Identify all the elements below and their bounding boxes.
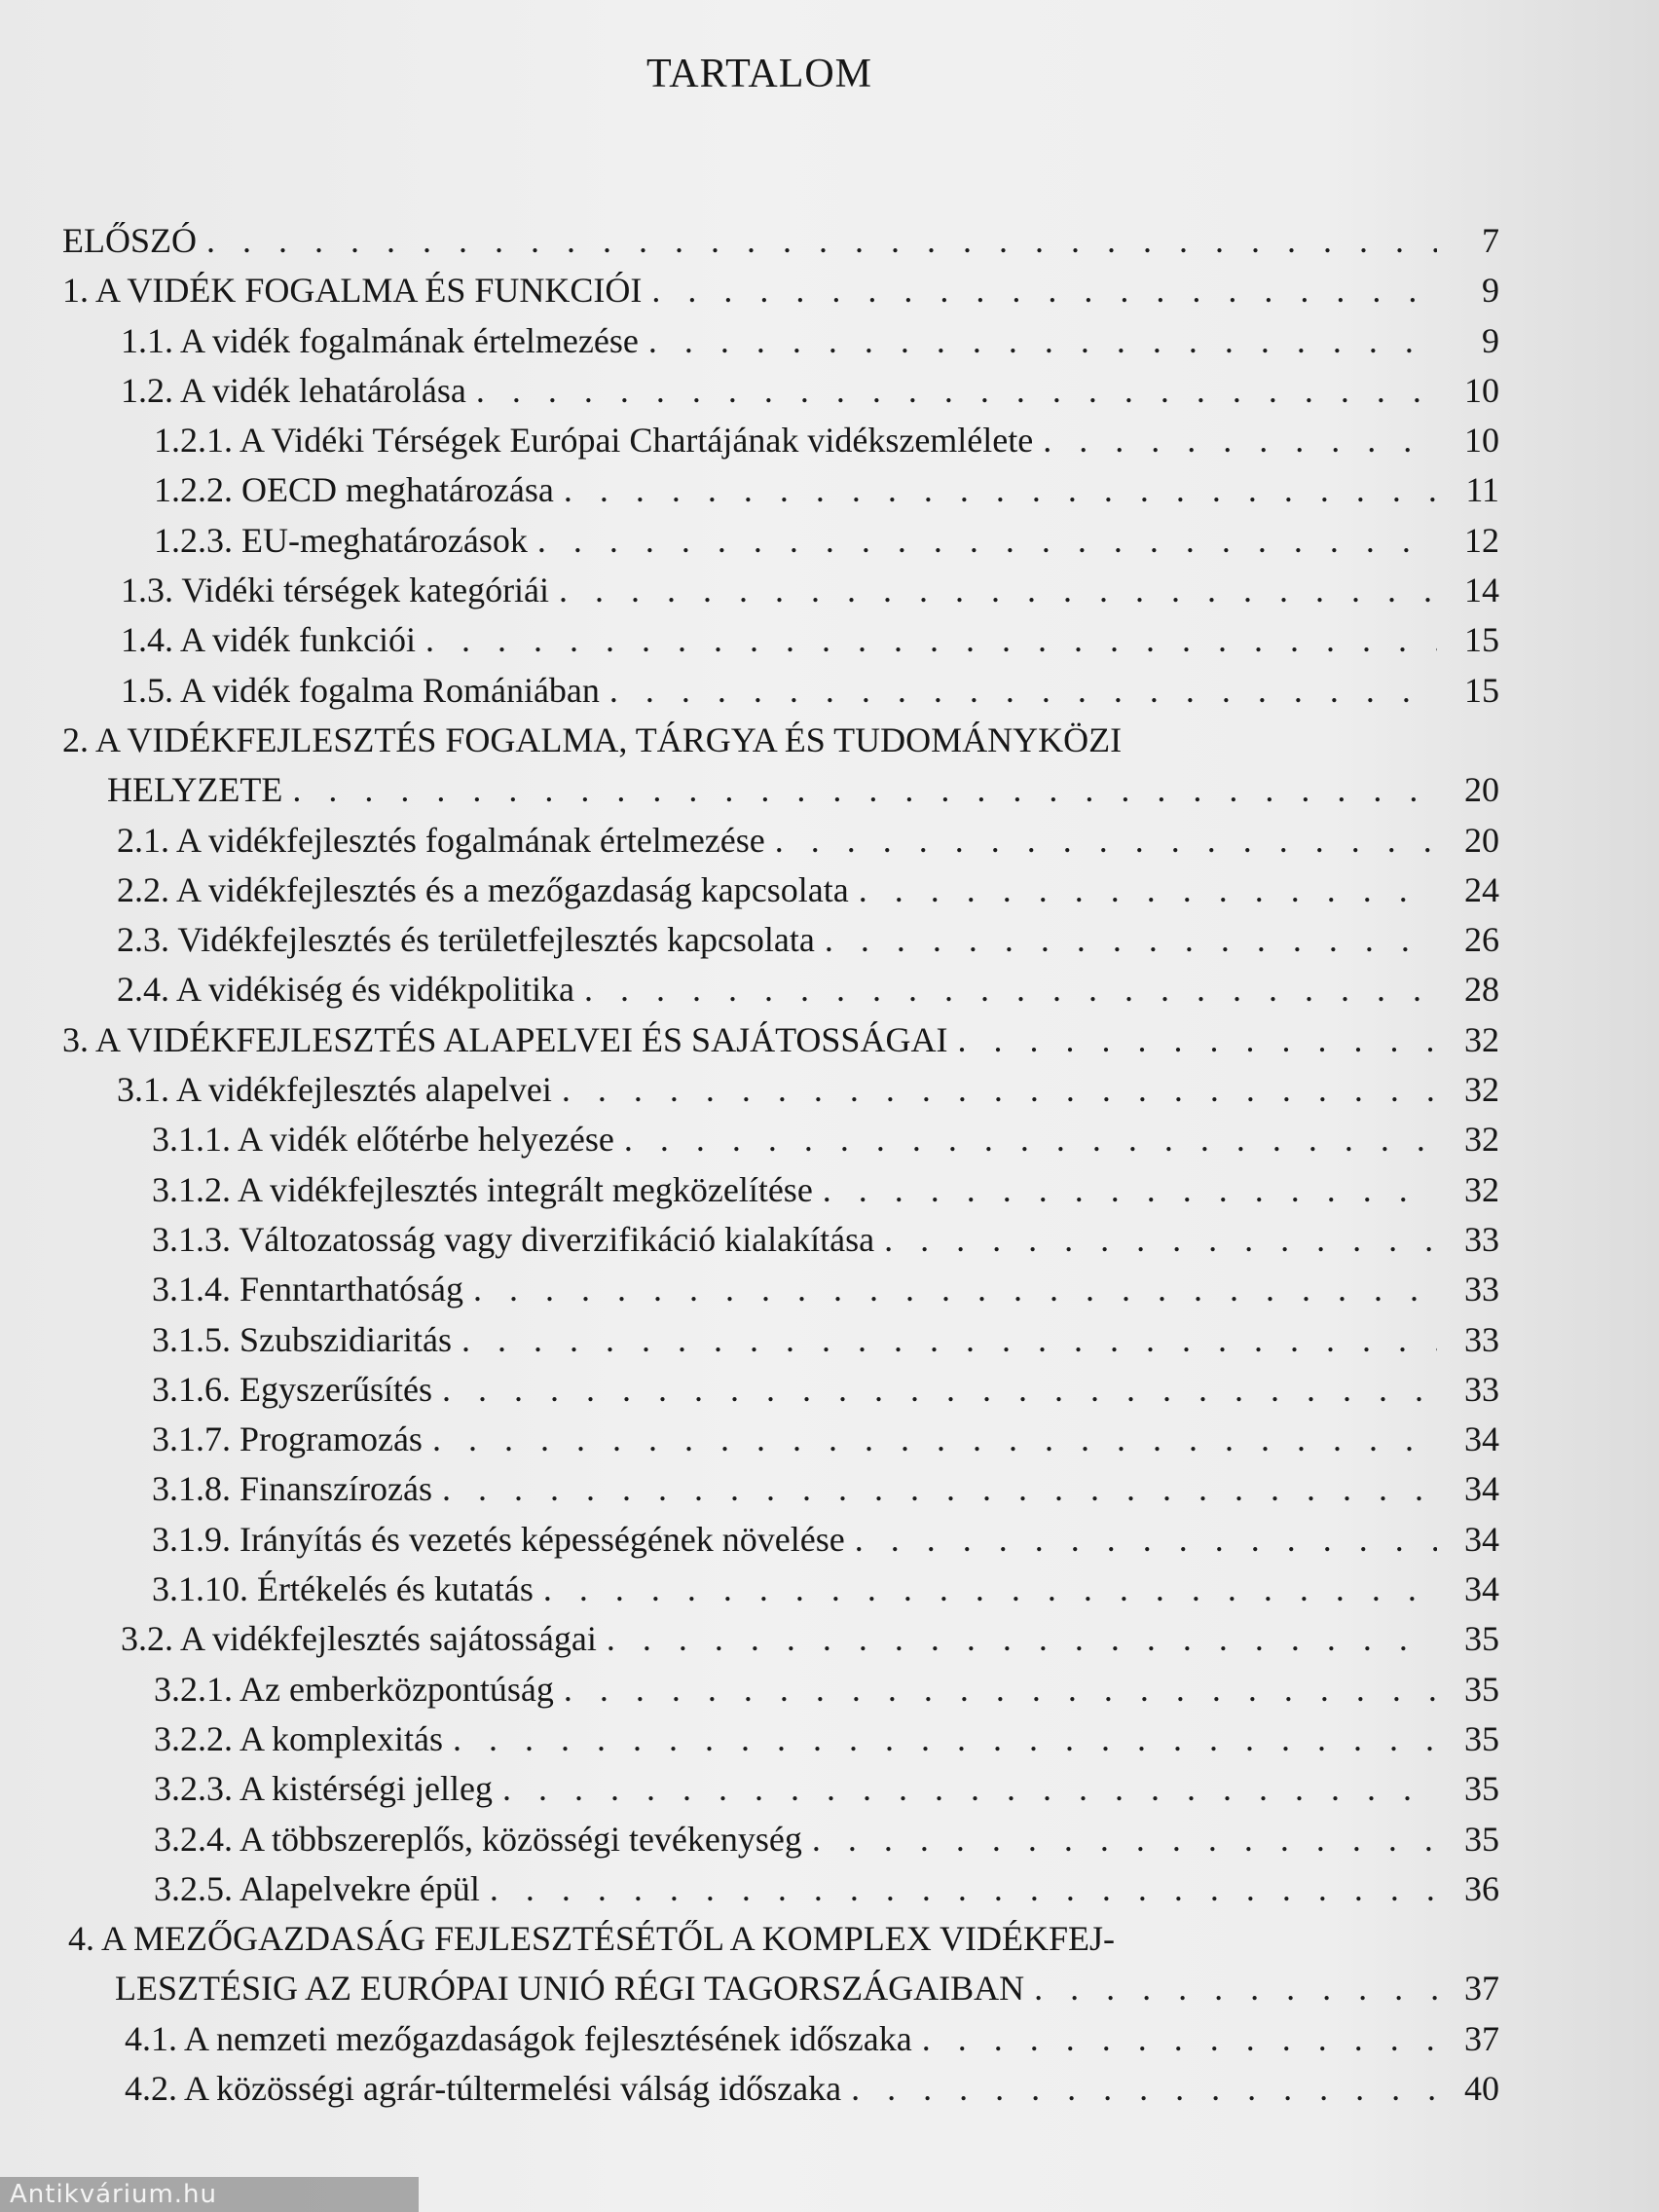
toc-entry [0, 866, 1499, 915]
toc-page: 32 [1464, 1019, 1499, 1059]
toc-page: 9 [1482, 320, 1499, 360]
toc-label: 2.1. A vidékfejlesztés fogalmának értelmezése [117, 820, 765, 860]
toc-page: 32 [1464, 1169, 1499, 1209]
toc-page: 15 [1464, 620, 1499, 660]
toc-label: LESZTÉSIG AZ EURÓPAI UNIÓ RÉGI TAGORSZÁGAIBAN [115, 1969, 1025, 2009]
toc-label: 1.2.2. OECD meghatározása [154, 470, 554, 510]
toc-page: 24 [1464, 869, 1499, 909]
toc-entry [0, 366, 1499, 416]
toc-label: 4.1. A nemzeti mezőgazdaságok fejlesztésének időszaka [125, 2018, 912, 2058]
toc-entry [0, 1815, 1499, 1864]
toc-page: 35 [1464, 1819, 1499, 1859]
toc-entry [0, 1464, 1499, 1514]
toc-page: 33 [1464, 1270, 1499, 1309]
toc-label: 3.1.3. Változatosság vagy diverzifikáció kialakítása [152, 1219, 875, 1259]
toc-label: 1.5. A vidék fogalma Romániában [121, 670, 600, 710]
toc-entry [0, 1614, 1499, 1664]
toc-page: 15 [1464, 670, 1499, 710]
toc-page: 34 [1464, 1419, 1499, 1459]
toc-entry [0, 1015, 1499, 1065]
toc-page: 32 [1464, 1120, 1499, 1160]
toc-entry [0, 1515, 1499, 1565]
toc-page: 32 [1464, 1070, 1499, 1110]
toc-page: 20 [1464, 770, 1499, 810]
toc-label: 1.1. A vidék fogalmának értelmezése [121, 320, 639, 360]
toc-page: 33 [1464, 1369, 1499, 1409]
toc-page: 10 [1464, 421, 1499, 461]
toc-label: 4.2. A közösségi agrár-túltermelési válság időszaka [125, 2068, 842, 2108]
toc-label: 3.1.7. Programozás [152, 1419, 423, 1459]
toc-label: 1.4. A vidék funkciói [121, 620, 416, 660]
toc-entry-heading-line [0, 716, 1499, 765]
toc-page: 9 [1482, 271, 1499, 311]
toc-page: 33 [1464, 1319, 1499, 1359]
toc-entry [0, 516, 1499, 566]
toc-label: 2.2. A vidékfejlesztés és a mezőgazdaság kapcsolata [117, 869, 849, 909]
toc-page: 26 [1464, 920, 1499, 960]
toc-page: 11 [1465, 470, 1499, 510]
toc-entry [0, 266, 1499, 315]
toc-page: 28 [1464, 970, 1499, 1010]
toc-label: 2. A VIDÉKFEJLESZTÉS FOGALMA, TÁRGYA ÉS TUDOMÁNYKÖZI [62, 719, 1123, 759]
toc-label: 3. A VIDÉKFEJLESZTÉS ALAPELVEI ÉS SAJÁTOSSÁGAI [62, 1019, 948, 1059]
toc-entry [0, 216, 1499, 266]
toc-label: 4. A MEZŐGAZDASÁG FEJLESZTÉSÉTŐL A KOMPLEX VIDÉKFEJ- [68, 1919, 1116, 1959]
toc-entry-heading-line [0, 1914, 1499, 1964]
toc-entry [0, 1415, 1499, 1464]
toc-label: 3.1.8. Finanszírozás [152, 1469, 432, 1509]
toc-entry [0, 915, 1499, 965]
toc-page: 34 [1464, 1569, 1499, 1609]
toc-label: 3.1.4. Fenntarthatóság [152, 1270, 463, 1309]
toc-entry [0, 2014, 1499, 2064]
toc-entry [0, 1964, 1499, 2013]
toc-page: 35 [1464, 1619, 1499, 1659]
toc-label: 1.2.1. A Vidéki Térségek Európai Chartájának vidékszemlélete [154, 421, 1034, 461]
table-of-contents [0, 216, 1499, 2114]
toc-page: 35 [1464, 1718, 1499, 1758]
toc-page: 35 [1464, 1669, 1499, 1709]
toc-label: HELYZETE [107, 770, 283, 810]
toc-entry [0, 1714, 1499, 1764]
toc-label: 3.2.1. Az emberközpontúság [154, 1669, 554, 1709]
toc-entry [0, 615, 1499, 665]
toc-page: 34 [1464, 1519, 1499, 1559]
toc-page: 14 [1464, 571, 1499, 610]
toc-label: 1. A VIDÉK FOGALMA ÉS FUNKCIÓI [62, 271, 643, 311]
toc-label: 3.1.5. Szubszidiaritás [152, 1319, 452, 1359]
toc-label: 3.1.1. A vidék előtérbe helyezése [152, 1120, 614, 1160]
toc-entry [0, 1864, 1499, 1914]
toc-page: 36 [1464, 1868, 1499, 1908]
toc-label: 2.4. A vidékiség és vidékpolitika [117, 970, 574, 1010]
toc-label: 3.1.10. Értékelés és kutatás [152, 1569, 534, 1609]
toc-entry [0, 316, 1499, 366]
toc-page: 40 [1464, 2068, 1499, 2108]
toc-label: 2.3. Vidékfejlesztés és területfejlesztés kapcsolata [117, 920, 815, 960]
toc-label: 3.2.3. A kistérségi jelleg [154, 1769, 493, 1809]
watermark: Antikvárium.hu [0, 2177, 419, 2212]
toc-entry [0, 1115, 1499, 1164]
toc-page: 37 [1464, 1969, 1499, 2009]
toc-entry [0, 566, 1499, 615]
toc-label: 3.2.5. Alapelvekre épül [154, 1868, 480, 1908]
toc-label: 1.2.3. EU-meghatározások [154, 520, 528, 560]
toc-entry [0, 816, 1499, 866]
toc-entry [0, 666, 1499, 716]
toc-page: 12 [1464, 520, 1499, 560]
toc-label: 3.2.2. A komplexitás [154, 1718, 443, 1758]
toc-page: 20 [1464, 820, 1499, 860]
toc-label: 3.1. A vidékfejlesztés alapelvei [117, 1070, 552, 1110]
toc-entry [0, 416, 1499, 465]
toc-entry [0, 1315, 1499, 1365]
toc-entry [0, 1665, 1499, 1714]
toc-page: 35 [1464, 1769, 1499, 1809]
toc-label: 3.1.2. A vidékfejlesztés integrált megközelítése [152, 1169, 813, 1209]
toc-entry [0, 1065, 1499, 1115]
page-title: TARTALOM [645, 52, 873, 96]
toc-label: ELŐSZÓ [62, 221, 197, 260]
toc-label: 3.1.6. Egyszerűsítés [152, 1369, 432, 1409]
toc-page: 37 [1464, 2018, 1499, 2058]
toc-label: 3.2.4. A többszereplős, közösségi tevékenység [154, 1819, 802, 1859]
toc-entry [0, 1165, 1499, 1215]
toc-entry [0, 1265, 1499, 1314]
toc-entry [0, 1365, 1499, 1415]
toc-entry [0, 1565, 1499, 1614]
toc-entry [0, 965, 1499, 1014]
toc-label: 1.2. A vidék lehatárolása [121, 370, 466, 410]
toc-page: 7 [1482, 221, 1499, 260]
toc-page: 10 [1464, 370, 1499, 410]
toc-label: 3.1.9. Irányítás és vezetés képességének növelése [152, 1519, 845, 1559]
toc-entry [0, 1764, 1499, 1814]
toc-entry [0, 765, 1499, 815]
toc-entry [0, 2064, 1499, 2114]
toc-entry [0, 465, 1499, 515]
toc-page: 34 [1464, 1469, 1499, 1509]
toc-label: 1.3. Vidéki térségek kategóriái [121, 571, 550, 610]
toc-page: 33 [1464, 1219, 1499, 1259]
toc-label: 3.2. A vidékfejlesztés sajátosságai [121, 1619, 597, 1659]
toc-entry [0, 1215, 1499, 1265]
